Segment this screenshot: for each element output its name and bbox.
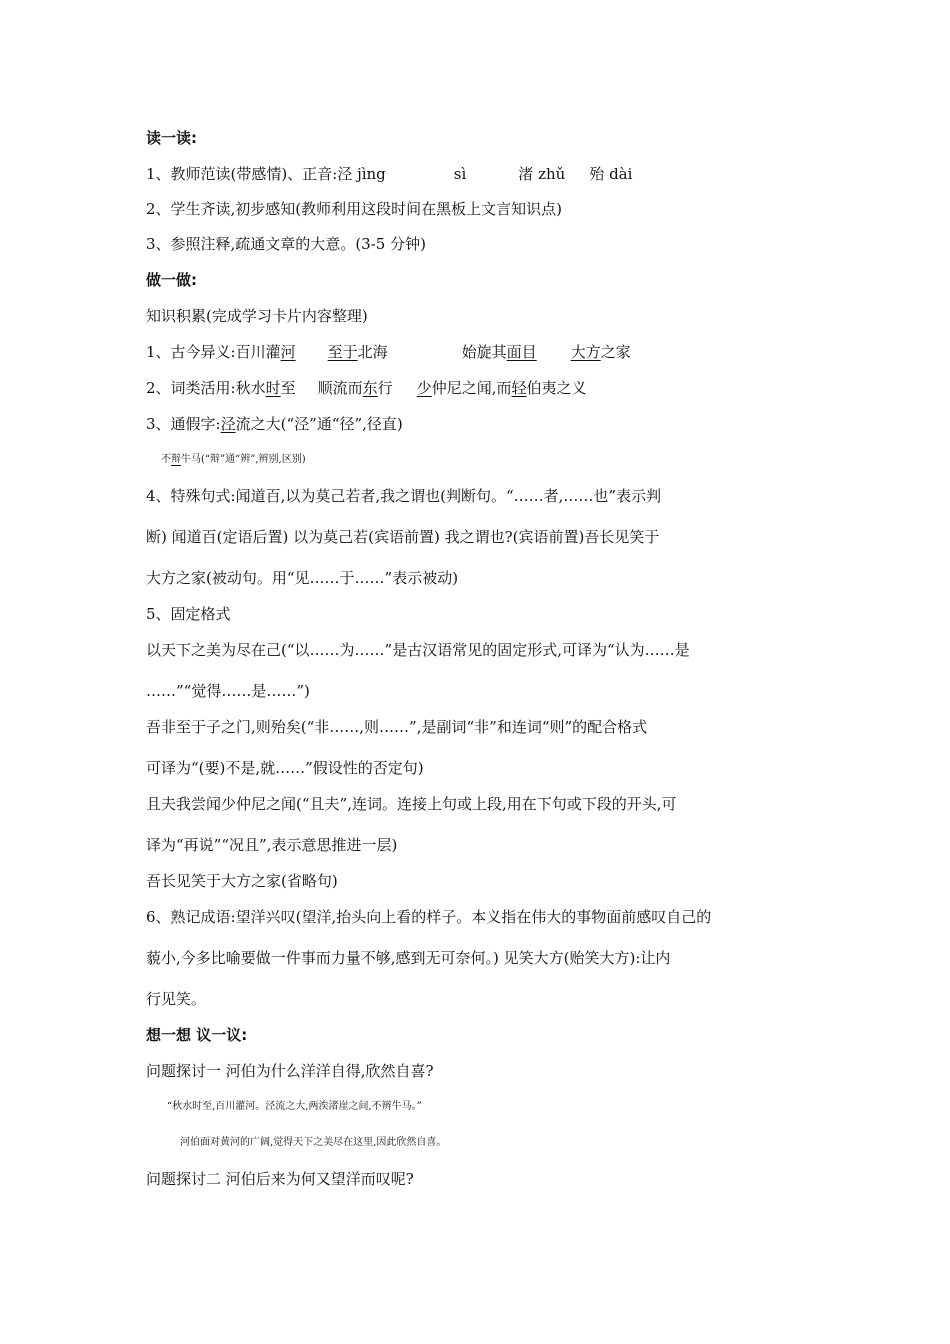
text: 始旋其 — [461, 343, 507, 361]
fixed-format-line-1: 以天下之美为尽在己(“以……为……”是古汉语常见的固定形式,可译为“认为……是 — [146, 641, 690, 659]
read-line-1 — [146, 164, 826, 184]
do-line-fixed-format: 5、固定格式 — [146, 605, 231, 623]
text: 牛马(“辩”通“辨”,辨别,区别) — [181, 454, 306, 465]
read-line-2: 2、学生齐读,初步感知(教师利用这段时间在黑板上文言知识点) — [146, 200, 563, 218]
do-line-syntax-2: 断) 闻道百(定语后置) 以为莫己若(宾语前置) 我之谓也?(宾语前置)吾长见笑于 — [146, 528, 660, 546]
underlined-word: 大方 — [570, 343, 601, 361]
text: 仲尼之闻,而 — [431, 379, 512, 397]
text: 行 — [377, 379, 393, 397]
section-heading-read: 读一读: — [146, 129, 197, 147]
underlined-word: 面目 — [506, 343, 537, 361]
do-line-syntax-3: 大方之家(被动句。用“见……于……”表示被动) — [146, 569, 459, 587]
underlined-word: 东 — [362, 379, 378, 397]
pronunciation-zhu: 渚 zhǔ — [518, 165, 566, 183]
fixed-format-line-4: 可译为“(要)不是,就……”假设性的否定句) — [146, 759, 424, 777]
pronunciation-si: sì — [453, 165, 467, 183]
fixed-format-line-7: 吾长见笑于大方之家(省略句) — [146, 872, 338, 890]
underlined-word: 少 — [416, 379, 432, 397]
underlined-word: 河 — [280, 343, 296, 361]
fixed-format-line-6: 译为“再说”“况且”,表示意思推进一层) — [146, 836, 398, 854]
section-heading-do: 做一做: — [146, 271, 197, 289]
do-line-loan-char-1 — [146, 414, 826, 434]
text: 至 — [280, 379, 296, 397]
pronunciation-jing: 1、教师范读(带感情)、正音:泾 jìng — [146, 165, 386, 183]
underlined-word: 至于 — [327, 343, 358, 361]
text: 北海 — [357, 343, 388, 361]
do-intro: 知识积累(完成学习卡片内容整理) — [146, 307, 368, 325]
text: 伯夷之义 — [526, 379, 587, 397]
underlined-word: 轻 — [511, 379, 527, 397]
text: 1、古今异义:百川灌 — [146, 343, 281, 361]
idiom-line-3: 行见笑。 — [146, 990, 207, 1008]
text: 2、词类活用:秋水 — [146, 379, 266, 397]
idiom-line-1: 6、熟记成语:望洋兴叹(望洋,抬头向上看的样子。本义指在伟大的事物面前感叹自己的 — [146, 908, 712, 926]
text: 流之大(“泾”通“径”,径直) — [235, 415, 403, 433]
underlined-word: 辩 — [171, 454, 181, 465]
question-1: 问题探讨一 河伯为什么洋洋自得,欣然自喜? — [146, 1062, 434, 1080]
underlined-word: 泾 — [220, 415, 236, 433]
do-line-syntax-1: 4、特殊句式:闻道百,以为莫己若者,我之谓也(判断句。“……者,……也”表示判 — [146, 487, 662, 505]
text: 不 — [161, 454, 171, 465]
do-line-loan-char-2 — [161, 450, 841, 470]
text: 之家 — [600, 343, 631, 361]
underlined-word: 时 — [265, 379, 281, 397]
idiom-line-2: 藐小,今多比喻要做一件事而力量不够,感到无可奈何。) 见笑大方(贻笑大方):让内 — [146, 949, 671, 967]
section-heading-think: 想一想 议一议: — [146, 1026, 248, 1044]
fixed-format-line-3: 吾非至于子之门,则殆矣(“非……,则……”,是副词“非”和连词“则”的配合格式 — [146, 718, 648, 736]
do-line-word-class — [146, 378, 826, 398]
question-1-quote: “秋水时至,百川灌河。泾流之大,两涘渚崖之间,不辨牛马。” — [167, 1101, 422, 1112]
fixed-format-line-5: 且夫我尝闻少仲尼之闻(“且夫”,连词。连接上句或上段,用在下句或下段的开头,可 — [146, 795, 677, 813]
fixed-format-line-2: ……”“觉得……是……”) — [146, 682, 310, 700]
do-line-ancient-modern — [146, 342, 826, 362]
pronunciation-dai: 殆 dài — [589, 165, 633, 183]
text: 顺流而 — [317, 379, 363, 397]
question-1-answer: 河伯面对黄河的广阔,觉得天下之美尽在这里,因此欣然自喜。 — [180, 1137, 447, 1148]
question-2: 问题探讨二 河伯后来为何又望洋而叹呢? — [146, 1170, 414, 1188]
read-line-3: 3、参照注释,疏通文章的大意。(3-5 分钟) — [146, 235, 426, 253]
text: 3、通假字: — [146, 415, 221, 433]
